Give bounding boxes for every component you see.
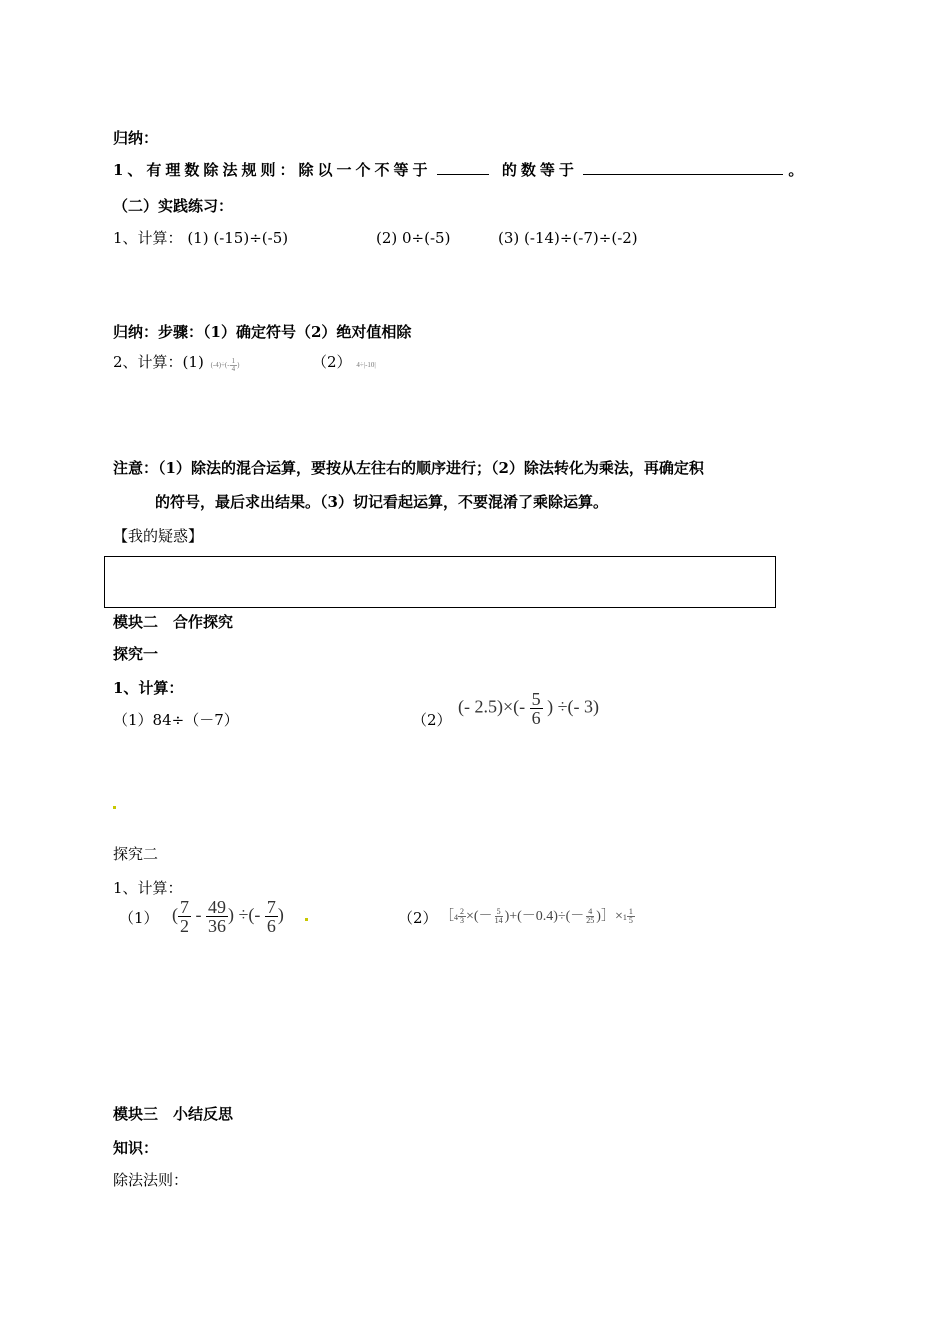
marker-dot-2	[305, 918, 308, 921]
e2b-n4: 1	[628, 907, 633, 917]
e1b-fraction	[530, 690, 543, 727]
practice-q2-b	[312, 352, 376, 375]
q2a-num: 1	[231, 356, 236, 365]
practice-q1-c	[498, 228, 638, 248]
e2a-frac-2	[206, 898, 228, 935]
e2a-n1: 7	[180, 897, 189, 917]
e2a-d1: 2	[180, 916, 189, 936]
e2b-whole-2: 1	[622, 913, 627, 922]
practice-q1-b: (2) 0÷(-5)	[376, 229, 451, 247]
explore1-q1: （1）84÷（－7）	[113, 711, 239, 729]
e2b-whole-1: 4	[454, 913, 458, 922]
division-rule-prefix: 1、有理数除法规则：除以一个不等于	[113, 161, 432, 179]
q2a-den: 4	[231, 364, 236, 373]
e2b-d4: 5	[628, 916, 633, 926]
e2a-d3: 6	[266, 916, 276, 936]
rule-blank-1[interactable]	[437, 160, 489, 175]
explore1-calc-label: 1、计算：	[113, 679, 184, 697]
e2a-frac-3	[265, 898, 278, 935]
e2a-n2: 49	[208, 897, 226, 917]
e2b-d1: 3	[460, 916, 464, 926]
e2a-minus: -	[195, 904, 202, 925]
e1b-den: 6	[531, 708, 541, 728]
q2a-fraction	[230, 358, 238, 373]
e2b-frac-3	[584, 908, 596, 925]
e2b-frac-1	[458, 908, 466, 925]
e2a-mid: ) ÷(-	[228, 904, 261, 925]
practice-q2	[113, 352, 239, 375]
note-line-2: 的符号，最后求出结果。（3）切记看起运算，不要混淆了乘除运算。	[155, 493, 608, 511]
practice-q1-c-expr: (-14)÷(-7)÷(-2)	[524, 229, 638, 247]
explore2-q1-expr	[172, 898, 284, 935]
e2b-t1: ×(－	[466, 909, 493, 924]
e2b-open: ［	[440, 909, 454, 924]
e2b-n2: 5	[496, 907, 501, 917]
division-rule-end: 。	[788, 161, 804, 179]
e2b-d3: 25	[586, 916, 595, 926]
practice-q2-label: 2、计算：(1)	[113, 353, 204, 371]
division-rule	[113, 160, 803, 180]
explore2-q2-label: （2）	[398, 909, 438, 927]
steps-summary: 归纳：步骤：（1）确定符号（2）绝对值相除	[113, 323, 412, 341]
practice-q1-c-num: (3)	[498, 229, 520, 247]
module2-title: 模块二 合作探究	[113, 613, 234, 631]
e2a-close: )	[277, 904, 284, 925]
e1b-num: 5	[531, 689, 541, 709]
explore2-q2-expr	[440, 906, 635, 929]
explore1-title: 探究一	[113, 645, 159, 663]
practice-q1-label: 1、计算：	[113, 229, 183, 247]
module3-title: 模块三 小结反思	[113, 1105, 234, 1123]
e2b-n3: 4	[588, 907, 593, 917]
marker-dot	[113, 806, 116, 809]
doubt-label: 【我的疑惑】	[113, 527, 204, 545]
e2b-frac-2	[493, 908, 505, 925]
e2a-open: (	[172, 904, 178, 925]
practice-q1	[113, 228, 288, 248]
e1b-right: ) ÷(- 3)	[547, 696, 599, 717]
e2a-n3: 7	[266, 897, 276, 917]
summary-heading: 归纳：	[113, 129, 159, 147]
practice-q2-b-expr: 4÷|-10|	[356, 361, 376, 369]
e2b-d2: 14	[494, 916, 503, 926]
explore2-q1-label: （1）	[119, 909, 159, 927]
knowledge-label: 知识：	[113, 1139, 159, 1157]
q2a-right: )	[237, 361, 240, 369]
e2b-frac-4	[627, 908, 635, 925]
practice-q2-a-expr	[210, 356, 240, 373]
doubt-box[interactable]	[104, 556, 776, 608]
q2a-left: (-4)÷(-	[210, 361, 230, 369]
practice-q1-a: (1) (-15)÷(-5)	[187, 229, 289, 247]
e2b-t3: )］×	[596, 909, 623, 924]
rule-blank-2[interactable]	[583, 160, 783, 175]
practice-q2-b-label: （2）	[312, 353, 352, 371]
e2a-d2: 36	[208, 916, 226, 936]
explore2-title: 探究二	[113, 845, 159, 863]
explore1-q2-label: （2）	[412, 711, 452, 729]
e2b-n1: 2	[460, 907, 464, 917]
explore2-calc-label: 1、计算：	[113, 879, 183, 897]
practice-heading: （二）实践练习：	[113, 197, 234, 215]
e1b-left: (- 2.5)×(-	[458, 696, 526, 717]
division-rule-label: 除法法则：	[113, 1171, 189, 1189]
division-rule-mid: 的数等于	[501, 161, 578, 179]
note-line-1: 注意：（1）除法的混合运算，要按从左往右的顺序进行；（2）除法转化为乘法，再确定积	[113, 459, 704, 477]
e2a-frac-1	[178, 898, 191, 935]
explore1-q2-expr	[458, 690, 599, 727]
e2b-t2: )+(－0.4)÷(－	[504, 909, 585, 924]
